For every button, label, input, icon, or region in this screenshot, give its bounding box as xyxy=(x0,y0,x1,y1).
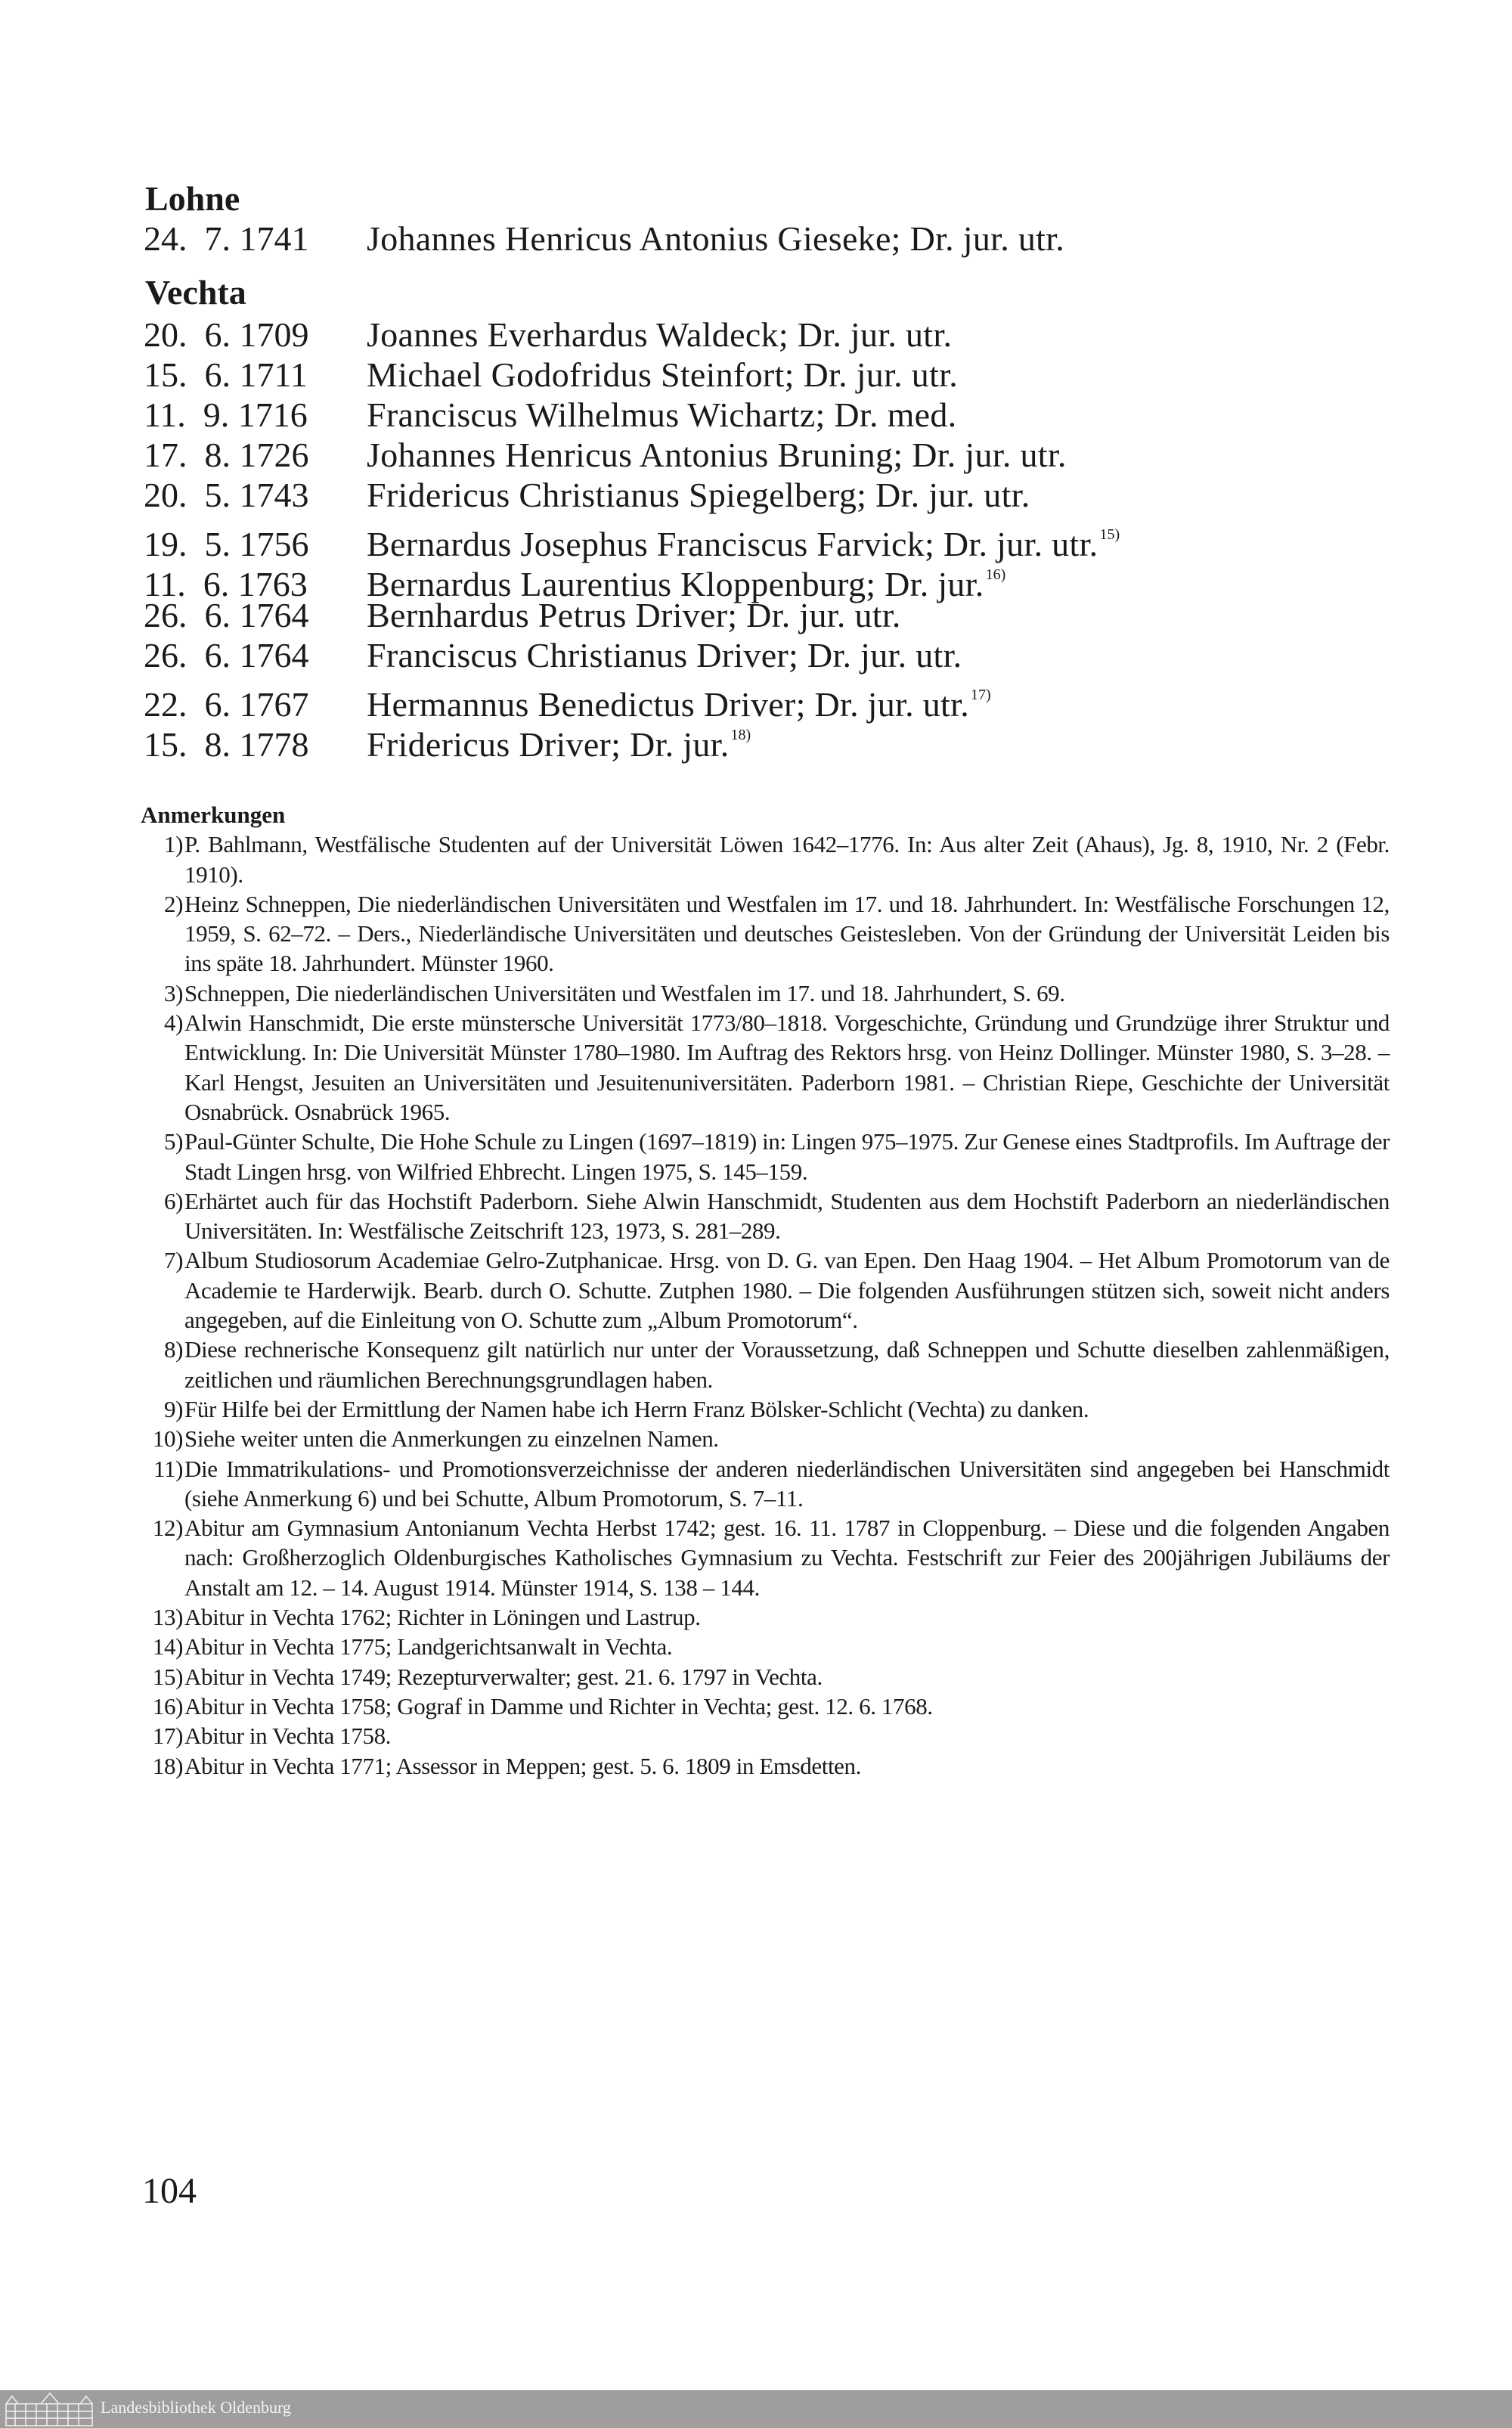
footnote xyxy=(141,1692,1390,1721)
entry-name: Joannes Everhardus Waldeck; Dr. jur. utr. xyxy=(367,315,953,354)
footnote xyxy=(141,1751,1390,1781)
entry-date: 15. 6. 1711 xyxy=(144,355,308,394)
entry-date: 19. 5. 1756 xyxy=(144,525,309,563)
footnote-number: 12) xyxy=(152,1515,183,1542)
footnote xyxy=(141,1127,1390,1186)
footnote-text: Abitur in Vechta 1771; Assessor in Meppen; gest. 5. 6. 1809 in Emsdetten. xyxy=(184,1752,861,1779)
footnote xyxy=(141,1186,1390,1246)
register-entry xyxy=(144,219,1064,259)
footnote-ref: 16) xyxy=(985,566,1006,583)
footnote-number: 17) xyxy=(152,1723,183,1750)
register-entry xyxy=(144,315,952,355)
entry-date: 15. 8. 1778 xyxy=(144,725,309,764)
register-entry xyxy=(144,475,1030,515)
footnote xyxy=(141,889,1390,978)
footnote-ref: 15) xyxy=(1099,526,1120,543)
entry-name: Bernardus Laurentius Kloppenburg; Dr. jur. xyxy=(367,565,984,603)
entry-date: 24. 7. 1741 xyxy=(144,219,309,258)
footnote-text: Alwin Hanschmidt, Die erste münstersche Universität 1773/80–1818. Vorgeschichte, Gründung und Grundzüge ihrer Struktur und Entwicklung. In: Die Universität Münster 1780–1980. Im Auftrag des Rektors hrsg. von Heinz Dollinger. Münster 1980, S. 3–28. – Karl Hengst, Jesuiten an Universitäten und Jesuitenuniversitäten. Paderborn 1981. – Christian Riepe, Geschichte der Universität Osnabrück. Osnabrück 1965. xyxy=(184,1009,1390,1125)
footnote-text: Abitur in Vechta 1762; Richter in Löningen und Lastrup. xyxy=(184,1604,701,1631)
footnote-number: 9) xyxy=(163,1395,183,1422)
footnote-number: 16) xyxy=(152,1692,183,1719)
place-heading: Vechta xyxy=(145,273,246,312)
entry-date: 20. 5. 1743 xyxy=(144,476,309,514)
footnote-text: Paul-Günter Schulte, Die Hohe Schule zu Lingen (1697–1819) in: Lingen 975–1975. Zur Genese eines Stadtprofils. Im Auftrage der Stadt Lingen hrsg. von Wilfried Ehbrecht. Lingen 1975, S. 145–159. xyxy=(184,1128,1390,1185)
footnote-ref: 17) xyxy=(971,687,991,703)
footnote-text: Siehe weiter unten die Anmerkungen zu einzelnen Namen. xyxy=(184,1425,719,1453)
footnote xyxy=(141,1335,1390,1394)
entry-name: Bernhardus Petrus Driver; Dr. jur. utr. xyxy=(367,596,901,634)
entry-name: Johannes Henricus Antonius Gieseke; Dr. jur. utr. xyxy=(367,219,1065,258)
footnote xyxy=(141,1662,1390,1692)
footnote-text: Abitur in Vechta 1775; Landgerichtsanwalt in Vechta. xyxy=(184,1633,673,1661)
footnote-text: Album Studiosorum Academiae Gelro-Zutphanicae. Hrsg. von D. G. van Epen. Den Haag 1904. – Het Album Promotorum van de Academie te Harderwijk. Bearb. durch O. Schutte. Zutphen 1980. – Die folgenden Ausführungen stützen sich, soweit nicht anders angegeben, auf die Einleitung von O. Schutte zum „Album Promotorum“. xyxy=(184,1247,1390,1334)
footnote-text: Die Immatrikulations- und Promotionsverzeichnisse der anderen niederländischen Universitäten sind angegeben bei Hanschmidt (siehe Anmerkung 6) und bei Schutte, Album Promotorum, S. 7–11. xyxy=(184,1455,1390,1512)
entry-name: Fridericus Christianus Spiegelberg; Dr. jur. utr. xyxy=(367,476,1030,514)
footnote-number: 8) xyxy=(163,1336,183,1363)
entry-date: 26. 6. 1764 xyxy=(144,596,309,634)
footnote-number: 13) xyxy=(152,1604,183,1631)
footnote-text: Erhärtet auch für das Hochstift Paderborn. Siehe Alwin Hanschmidt, Studenten aus dem Hochstift Paderborn an niederländischen Universitäten. In: Westfälische Zeitschrift 123, 1973, S. 281–289. xyxy=(184,1187,1390,1245)
footnote-number: 1) xyxy=(163,831,183,858)
footnote-text: Abitur in Vechta 1749; Rezepturverwalter; gest. 21. 6. 1797 in Vechta. xyxy=(184,1663,823,1690)
entry-name: Fridericus Driver; Dr. jur. xyxy=(367,725,730,764)
footnote-number: 11) xyxy=(153,1455,183,1482)
place-heading: Lohne xyxy=(145,179,240,218)
register-entry xyxy=(144,635,962,675)
footnotes xyxy=(141,800,1390,1781)
footnote-ref: 18) xyxy=(730,727,751,743)
library-footer-bar xyxy=(0,2390,1512,2428)
entry-date: 26. 6. 1764 xyxy=(144,636,309,674)
footnote xyxy=(141,1513,1390,1602)
footnote-number: 14) xyxy=(152,1633,183,1661)
footnote-number: 7) xyxy=(163,1247,183,1274)
footnote-text: Abitur am Gymnasium Antonianum Vechta Herbst 1742; gest. 16. 11. 1787 in Cloppenburg. – Diese und die folgenden Angaben nach: Großherzoglich Oldenburgisches Katholisches Gymnasium zu Vechta. Festschrift zur Feier des 200jährigen Jubiläums der Anstalt am 12. – 14. August 1914. Münster 1914, S. 138 – 144. xyxy=(184,1515,1390,1601)
library-building-logo-icon xyxy=(5,2392,94,2426)
footnote-number: 5) xyxy=(163,1128,183,1155)
library-name: Landesbibliothek Oldenburg xyxy=(101,2398,291,2417)
entry-date: 20. 6. 1709 xyxy=(144,315,309,354)
entry-name: Bernardus Josephus Franciscus Farvick; Dr. jur. utr. xyxy=(367,525,1098,563)
footnote-text: Schneppen, Die niederländischen Universitäten und Westfalen im 17. und 18. Jahrhundert, S. 69. xyxy=(184,979,1065,1006)
entry-date: 11. 9. 1716 xyxy=(144,395,308,434)
entry-name: Michael Godofridus Steinfort; Dr. jur. utr. xyxy=(367,355,959,394)
footnote xyxy=(141,1245,1390,1335)
footnote-number: 3) xyxy=(163,979,183,1006)
footnote xyxy=(141,1394,1390,1424)
footnote xyxy=(141,1424,1390,1453)
page-number: 104 xyxy=(142,2171,197,2211)
register-entry xyxy=(144,715,751,764)
entry-date: 22. 6. 1767 xyxy=(144,685,309,724)
footnote-number: 10) xyxy=(152,1425,183,1453)
footnote xyxy=(141,1721,1390,1750)
entry-name: Franciscus Christianus Driver; Dr. jur. utr. xyxy=(367,636,962,674)
entry-name: Franciscus Wilhelmus Wichartz; Dr. med. xyxy=(367,395,957,434)
footnote-number: 4) xyxy=(163,1009,183,1037)
register-entry xyxy=(144,435,1067,475)
footnote xyxy=(141,829,1390,889)
register-entry xyxy=(144,355,958,395)
entry-name: Hermannus Benedictus Driver; Dr. jur. utr. xyxy=(367,685,970,724)
footnote xyxy=(141,1008,1390,1127)
footnote xyxy=(141,978,1390,1008)
entry-date: 17. 8. 1726 xyxy=(144,436,309,474)
footnote-text: Abitur in Vechta 1758. xyxy=(184,1723,392,1750)
entry-date: 11. 6. 1763 xyxy=(144,565,308,603)
footnote-text: Für Hilfe bei der Ermittlung der Namen habe ich Herrn Franz Bölsker-Schlicht (Vechta) zu danken. xyxy=(184,1395,1089,1422)
register-entry xyxy=(144,595,901,635)
footnote-number: 18) xyxy=(152,1752,183,1779)
footnote-number: 6) xyxy=(163,1187,183,1214)
footnote-number: 15) xyxy=(152,1663,183,1690)
footnote xyxy=(141,1632,1390,1661)
footnote-number: 2) xyxy=(163,890,183,917)
footnote-text: P. Bahlmann, Westfälische Studenten auf der Universität Löwen 1642–1776. In: Aus alter Zeit (Ahaus), Jg. 8, 1910, Nr. 2 (Febr. 1910). xyxy=(184,831,1390,888)
footnote-text: Heinz Schneppen, Die niederländischen Universitäten und Westfalen im 17. und 18. Jahrhundert. In: Westfälische Forschungen 12, 1959, S. 62–72. – Ders., Niederländische Universitäten und deutsches Geistesleben. Von der Gründung der Universität Leiden bis ins späte 18. Jahrhundert. Münster 1960. xyxy=(184,890,1390,977)
footnote-text: Diese rechnerische Konsequenz gilt natürlich nur unter der Voraussetzung, daß Schneppen und Schutte dieselben zahlenmäßigen, zeitlichen und räumlichen Berechnungsgrundlagen haben. xyxy=(184,1336,1390,1393)
footnote-text: Abitur in Vechta 1758; Gograf in Damme und Richter in Vechta; gest. 12. 6. 1768. xyxy=(184,1692,933,1719)
footnote xyxy=(141,1602,1390,1632)
entry-name: Johannes Henricus Antonius Bruning; Dr. jur. utr. xyxy=(367,436,1067,474)
footnotes-heading: Anmerkungen xyxy=(141,802,286,828)
register-entry xyxy=(144,395,956,435)
footnote xyxy=(141,1454,1390,1514)
